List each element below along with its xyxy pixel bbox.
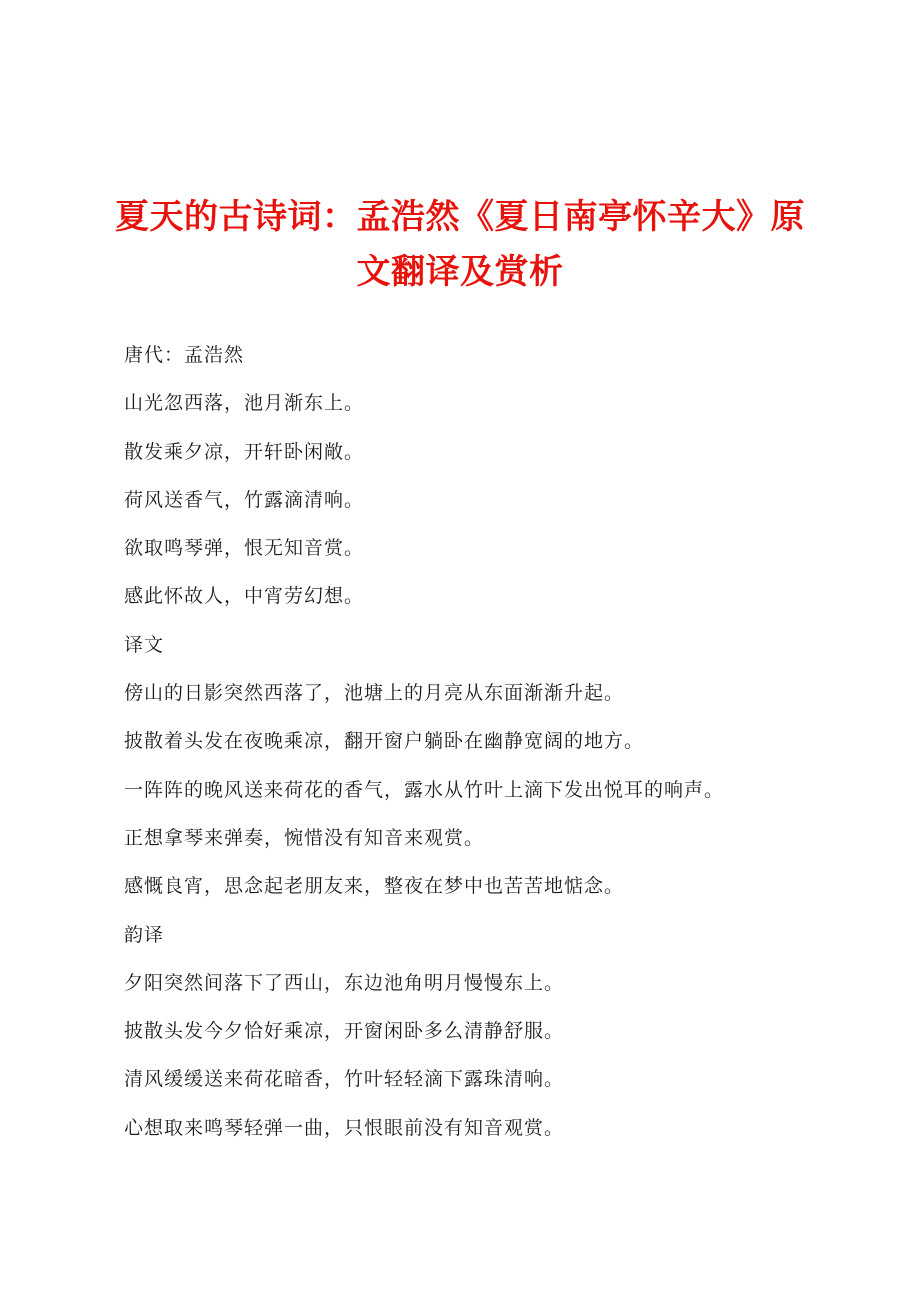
translation-line: 披散着头发在夜晚乘凉，翻开窗户躺卧在幽静宽阔的地方。 bbox=[124, 730, 645, 753]
rhymed-line: 心想取来鸣琴轻弹一曲，只恨眼前没有知音观赏。 bbox=[124, 1116, 565, 1139]
title-line-1: 夏天的古诗词：孟浩然《夏日南亭怀辛大》原 bbox=[115, 197, 805, 237]
translation-line: 傍山的日影突然西落了，池塘上的月亮从东面渐渐升起。 bbox=[124, 682, 625, 705]
translation-line: 一阵阵的晚风送来荷花的香气，露水从竹叶上滴下发出悦耳的响声。 bbox=[124, 778, 725, 801]
poem-line: 感此怀故人，中宵劳幻想。 bbox=[124, 585, 365, 608]
poem-line: 荷风送香气，竹露滴清响。 bbox=[124, 488, 365, 511]
title-line-2: 文翻译及赏析 bbox=[356, 252, 564, 292]
translation-line: 正想拿琴来弹奏，惋惜没有知音来观赏。 bbox=[124, 826, 485, 849]
rhymed-line: 清风缓缓送来荷花暗香，竹叶轻轻滴下露珠清响。 bbox=[124, 1068, 565, 1091]
poem-line: 山光忽西落，池月渐东上。 bbox=[124, 392, 365, 415]
section-heading-rhymed: 韵译 bbox=[124, 923, 165, 946]
poem-body bbox=[124, 340, 824, 1161]
poem-line: 欲取鸣琴弹，恨无知音赏。 bbox=[124, 537, 365, 560]
poem-line: 散发乘夕凉，开轩卧闲敞。 bbox=[124, 440, 365, 463]
page-title bbox=[100, 190, 820, 300]
section-heading-translation: 译文 bbox=[124, 633, 165, 656]
rhymed-line: 披散头发今夕恰好乘凉，开窗闲卧多么清静舒服。 bbox=[124, 1020, 565, 1043]
author-line: 唐代：孟浩然 bbox=[124, 344, 245, 366]
translation-line: 感慨良宵，思念起老朋友来，整夜在梦中也苦苦地惦念。 bbox=[124, 875, 625, 898]
rhymed-line: 夕阳突然间落下了西山，东边池角明月慢慢东上。 bbox=[124, 971, 565, 994]
